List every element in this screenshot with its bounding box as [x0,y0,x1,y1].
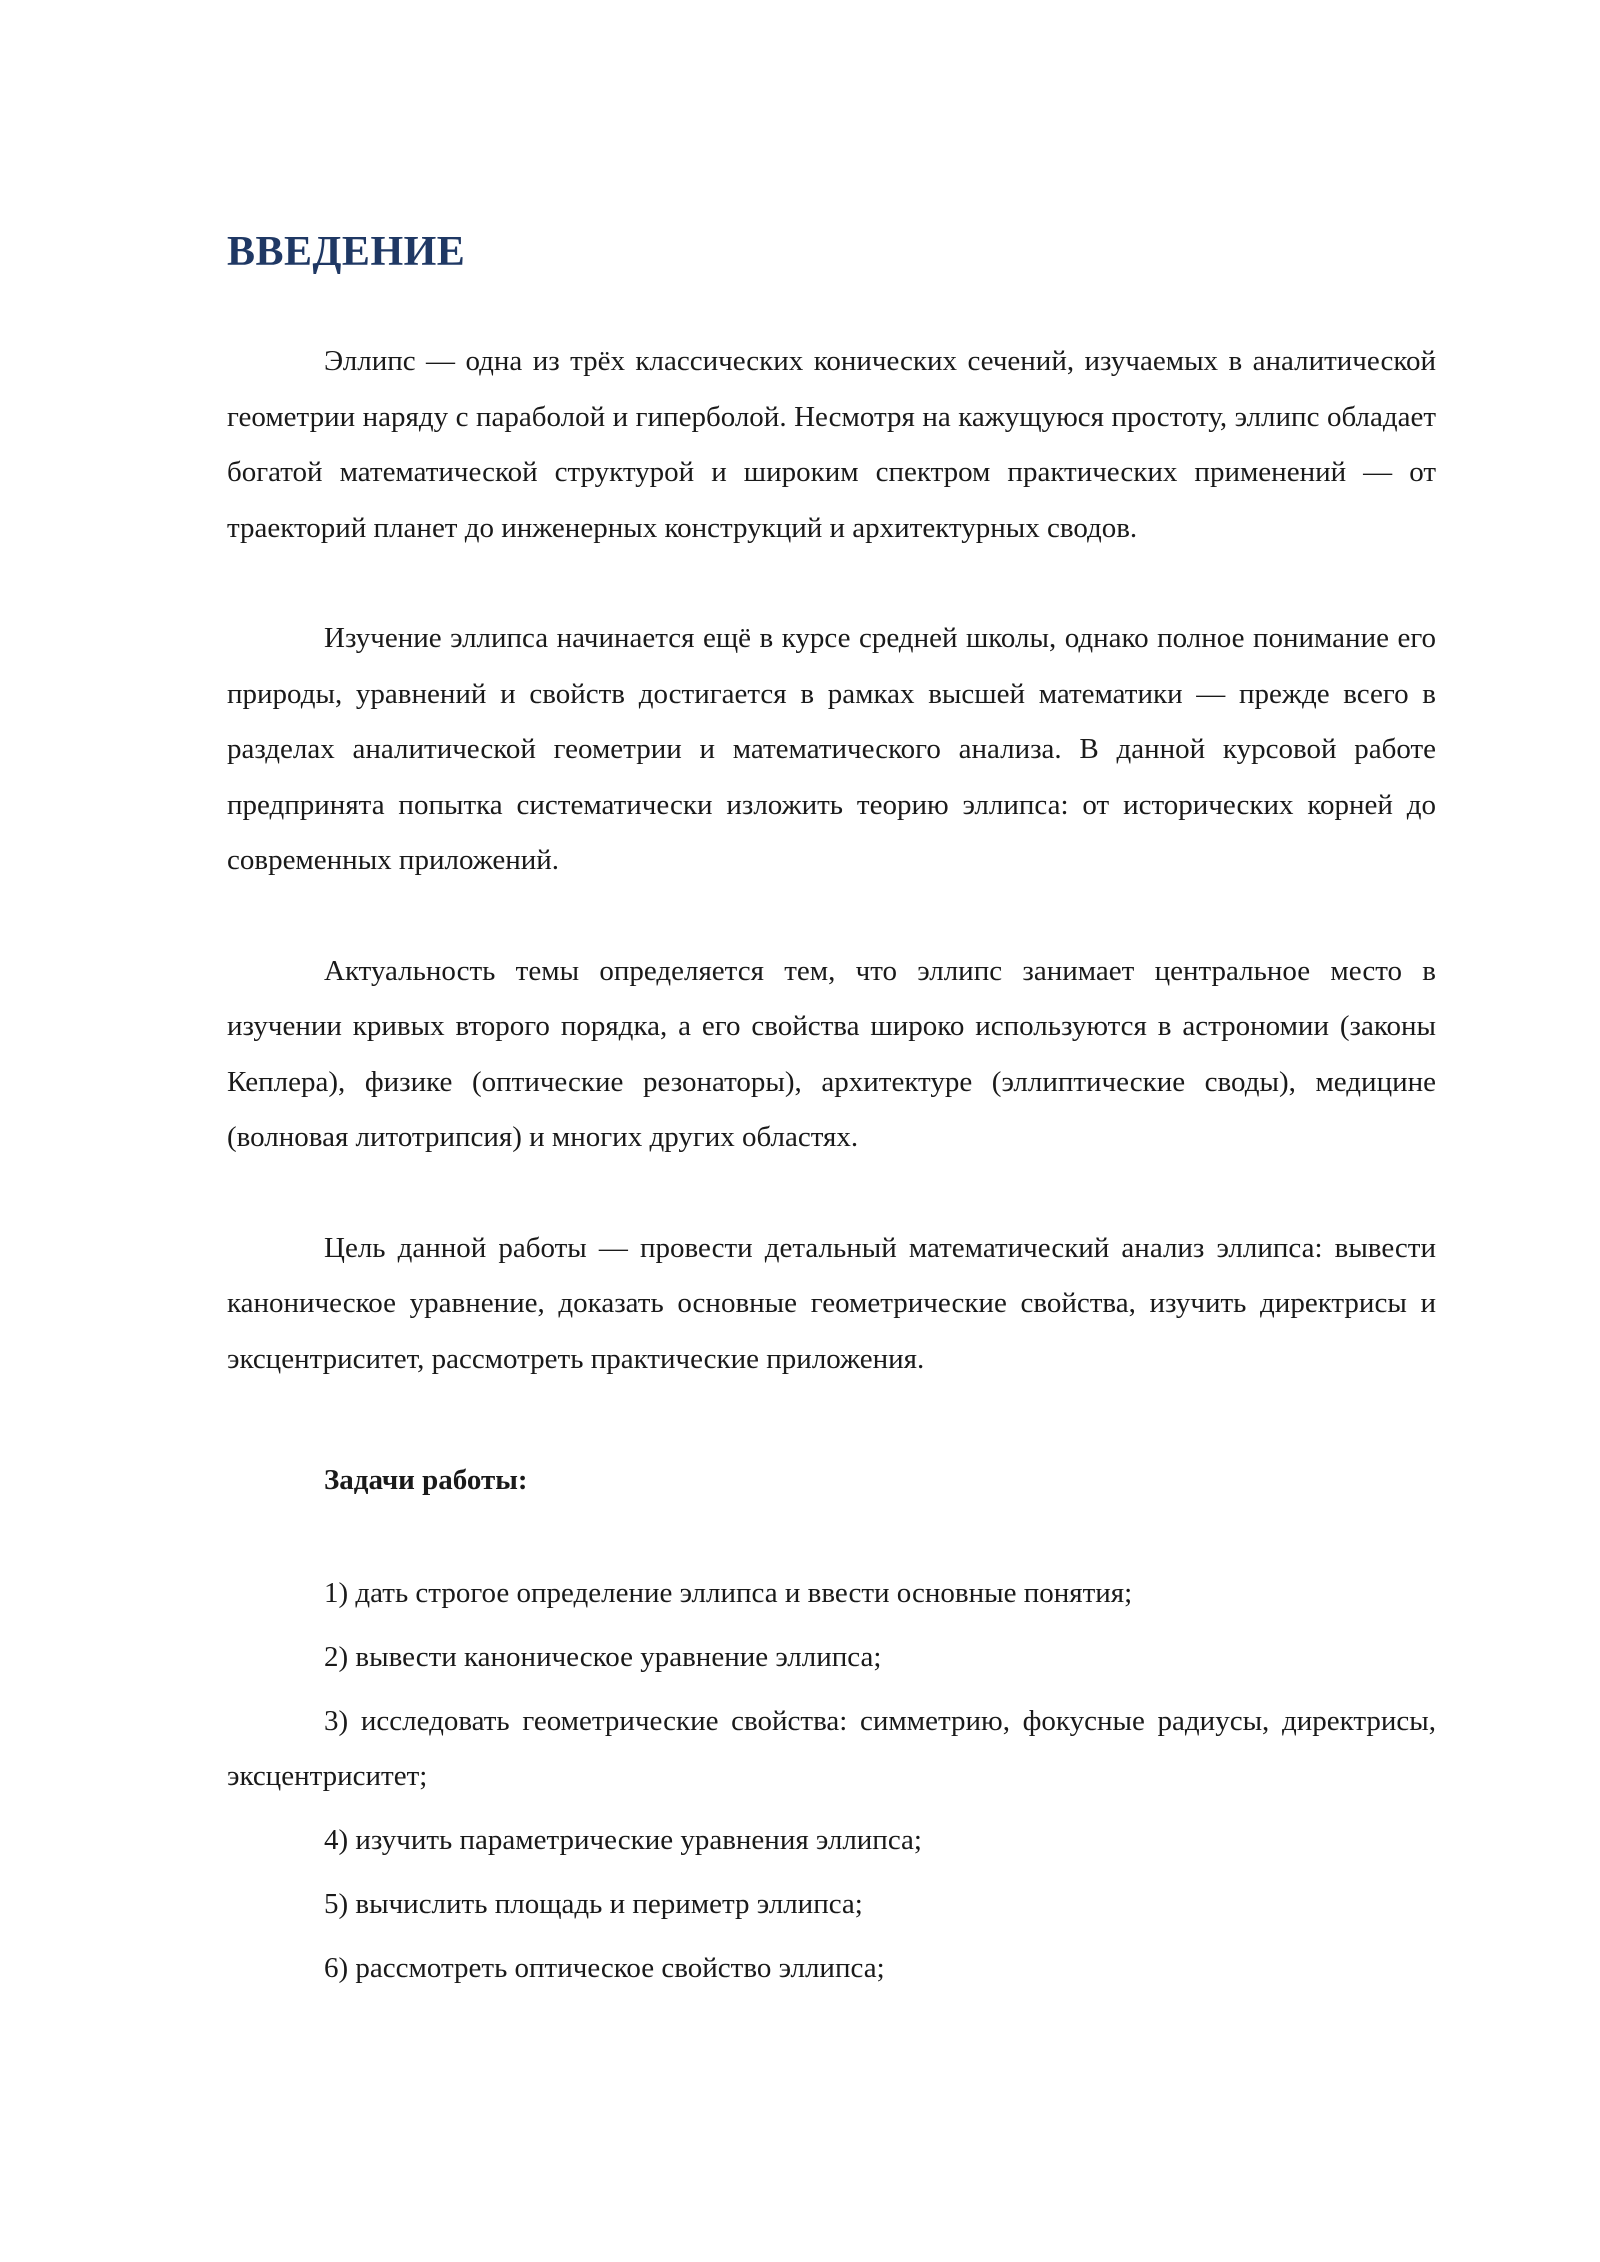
task-item: 3) исследовать геометрические свойства: симметрию, фокусные радиусы, директрисы, эксцентриситет; [227,1705,1436,1792]
relevance-paragraph: Актуальность темы определяется тем, что эллипс занимает центральное место в изучении кривых второго порядка, а его свойства широко используются в астрономии (законы Кеплера), физике (оптические резонаторы), архитектуре (эллиптические своды), медицине (волновая литотрипсия) и многих других областях. [227,954,1436,1153]
task-item: 4) изучить параметрические уравнения эллипса; [324,1824,922,1856]
tasks-title: Задачи работы: [324,1464,528,1496]
task-item: 6) рассмотреть оптическое свойство эллипса; [324,1952,885,1984]
goal-paragraph: Цель данной работы — провести детальный математический анализ эллипса: вывести каноническое уравнение, доказать основные геометрические свойства, изучить директрисы и эксцентриситет, рассмотреть практические приложения. [227,1231,1436,1375]
task-list [227,1566,1436,1996]
study-paragraph: Изучение эллипса начинается ещё в курсе средней школы, однако полное понимание его природы, уравнений и свойств достигается в рамках высшей математики — прежде всего в разделах аналитической геометрии и математического анализа. В данной курсовой работе предпринята попытка систематически изложить теорию эллипса: от исторических корней до современных приложений. [227,622,1436,876]
page-content [227,226,1436,2005]
task-item: 5) вычислить площадь и периметр эллипса; [324,1888,863,1920]
task-item: 2) вывести каноническое уравнение эллипса; [324,1641,882,1673]
section-heading: ВВЕДЕНИЕ [227,229,466,275]
task-item: 1) дать строгое определение эллипса и ввести основные понятия; [324,1577,1133,1609]
intro-paragraph: Эллипс — одна из трёх классических конических сечений, изучаемых в аналитической геометрии наряду с параболой и гиперболой. Несмотря на кажущуюся простоту, эллипс обладает богатой математической структурой и широким спектром практических применений — от траекторий планет до инженерных конструкций и архитектурных сводов. [227,345,1436,544]
